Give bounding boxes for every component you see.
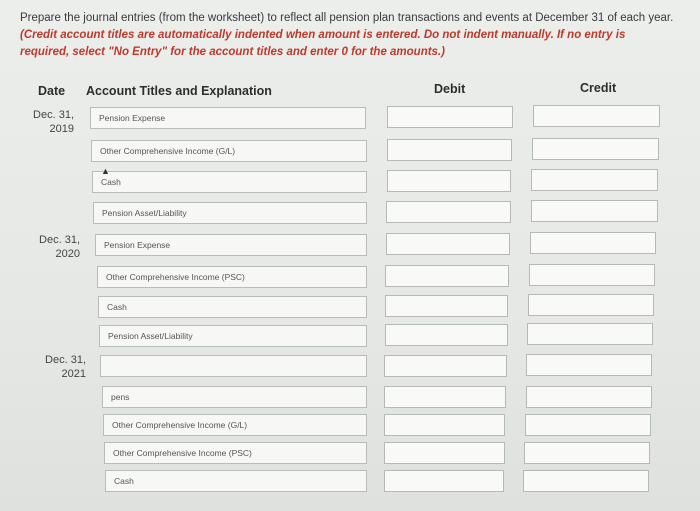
account-select[interactable]: Other Comprehensive Income (PSC) — [97, 266, 367, 288]
debit-input[interactable] — [387, 139, 512, 161]
credit-input[interactable] — [530, 232, 656, 254]
credit-input[interactable] — [523, 470, 649, 492]
date-2019-line2: 2019 — [49, 123, 74, 135]
debit-input[interactable] — [384, 470, 504, 492]
credit-header: Credit — [580, 81, 617, 95]
account-select[interactable]: Other Comprehensive Income (PSC) — [104, 442, 367, 464]
debit-input[interactable] — [385, 324, 508, 346]
account-select[interactable]: Pension Expense — [90, 107, 366, 129]
credit-input[interactable] — [533, 105, 660, 127]
credit-input[interactable] — [525, 414, 651, 436]
date-2019 — [24, 108, 74, 136]
credit-input[interactable] — [526, 386, 652, 408]
date-2020-line1: Dec. 31, — [39, 234, 80, 246]
date-2021-line2: 2021 — [61, 368, 86, 380]
instructions-emphasis: (Credit account titles are automatically indented when amount is entered. Do not indent manually. If no entry is required, select "No Entry" for the account titles and enter 0 for the amounts.) — [20, 29, 626, 58]
account-select[interactable]: pens — [102, 386, 367, 408]
account-select[interactable]: Cash — [92, 171, 367, 193]
debit-input[interactable] — [385, 295, 508, 317]
credit-input[interactable] — [529, 264, 655, 286]
debit-input[interactable] — [384, 414, 505, 436]
date-header: Date — [38, 84, 66, 98]
account-select[interactable]: Pension Asset/Liability — [99, 325, 367, 347]
account-select[interactable]: Cash — [105, 470, 367, 492]
debit-input[interactable] — [386, 201, 511, 223]
date-2020-line2: 2020 — [55, 248, 80, 260]
account-select[interactable]: Other Comprehensive Income (G/L) — [103, 414, 367, 436]
account-select[interactable]: Pension Expense — [95, 234, 367, 256]
credit-input[interactable] — [532, 138, 659, 160]
account-select[interactable]: Other Comprehensive Income (G/L) — [91, 140, 367, 162]
instructions — [20, 10, 675, 61]
credit-input[interactable] — [524, 442, 650, 464]
debit-input[interactable] — [384, 386, 506, 408]
debit-input[interactable] — [387, 170, 511, 192]
account-select[interactable] — [100, 355, 367, 377]
date-2021-line1: Dec. 31, — [45, 354, 86, 366]
credit-input[interactable] — [531, 169, 658, 191]
date-2019-line1: Dec. 31, — [33, 109, 74, 121]
account-select[interactable]: Cash — [98, 296, 367, 318]
date-2020 — [30, 233, 80, 261]
debit-input[interactable] — [386, 233, 510, 255]
account-select[interactable]: Pension Asset/Liability — [93, 202, 367, 224]
debit-input[interactable] — [384, 442, 505, 464]
date-2021 — [36, 353, 86, 381]
account-header: Account Titles and Explanation — [86, 84, 272, 98]
debit-input[interactable] — [387, 106, 513, 128]
instructions-text: Prepare the journal entries (from the worksheet) to reflect all pension plan transactions and events at December 31 of each year. — [20, 12, 674, 24]
debit-input[interactable] — [385, 265, 509, 287]
credit-input[interactable] — [531, 200, 658, 222]
credit-input[interactable] — [527, 323, 653, 345]
debit-input[interactable] — [384, 355, 507, 377]
mouse-cursor-icon: ▲ — [101, 166, 110, 176]
debit-header: Debit — [434, 82, 466, 96]
credit-input[interactable] — [526, 354, 652, 376]
credit-input[interactable] — [528, 294, 654, 316]
